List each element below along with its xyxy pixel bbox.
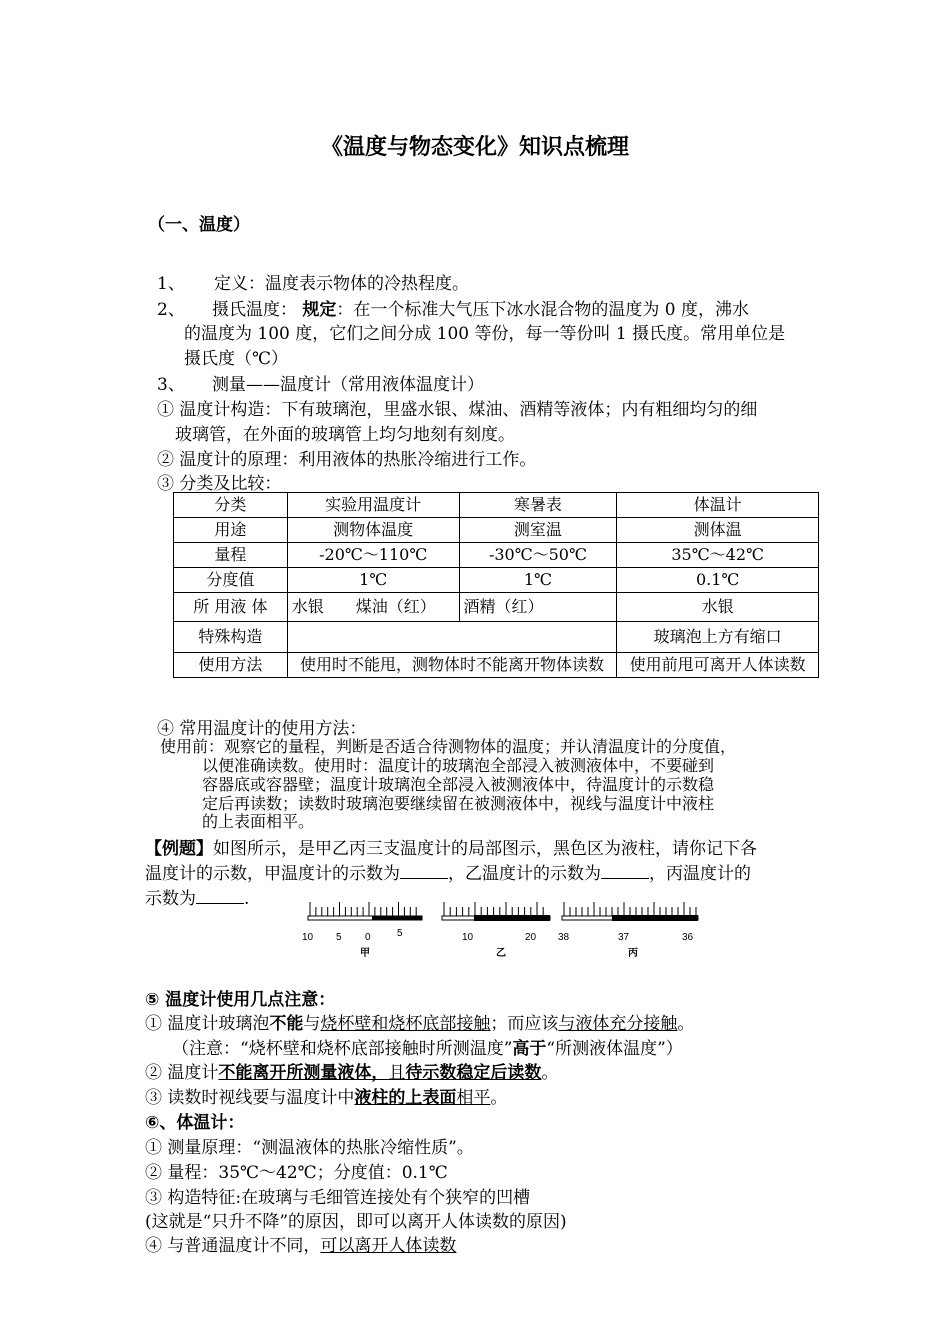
note-1-c: 与 — [303, 1014, 321, 1034]
table-cell: 使用方法 — [174, 653, 288, 678]
usage-line-2: 以便准确读数。使用时：温度计的玻璃泡全部浸入被测液体中，不要碰到 — [202, 756, 715, 775]
example-line-3 — [145, 884, 249, 909]
notes-heading: ⑤ 温度计使用几点注意： — [145, 990, 336, 1010]
thermometer-figure — [300, 898, 710, 962]
usage-line-5: 的上表面相平。 — [202, 812, 315, 831]
note-1-a: ① 温度计玻璃泡 — [145, 1014, 270, 1034]
table-cell: 寒暑表 — [459, 493, 617, 518]
tick-label: 20 — [525, 932, 537, 943]
note-2-b: 不能离开所测量液体， — [218, 1063, 389, 1083]
table-row — [174, 518, 819, 543]
clinical-line-2: ② 量程：35℃～42℃；分度值：0.1℃ — [145, 1163, 448, 1183]
table-row — [174, 593, 819, 622]
answer-blank-bing[interactable] — [196, 889, 244, 904]
item-2-heading: 摄氏温度： — [212, 300, 297, 320]
remark-c: “所测液体温度”） — [546, 1039, 683, 1059]
table-cell: 测体温 — [617, 518, 819, 543]
table-row — [174, 543, 819, 568]
note-1 — [145, 1009, 694, 1034]
tick-label: 38 — [558, 932, 570, 943]
thermometer-jia — [302, 902, 422, 959]
item-2-line-3: 摄氏度（℃） — [184, 349, 289, 369]
note-1-remark — [172, 1034, 683, 1059]
item-2-line-2: 的温度为 100 度，它们之间分成 100 等份，每一等份叫 1 摄氏度。常用单位是 — [184, 324, 786, 344]
table-cell: 用途 — [174, 518, 288, 543]
note-3-c: 相平 — [456, 1088, 491, 1108]
thermometer-label: 乙 — [496, 948, 506, 959]
item-2-rule-text: ：在一个标准大气压下冰水混合物的温度为 0 度，沸水 — [336, 300, 750, 320]
note-1-f: 与液体充分接触 — [558, 1014, 678, 1034]
item-3-number: 3、 — [157, 375, 185, 395]
note-3-b: 液柱的上表面 — [354, 1088, 457, 1108]
table-cell: 水银 — [617, 593, 819, 622]
answer-blank-jia[interactable] — [400, 864, 448, 879]
example-text-3a: 示数为 — [145, 889, 196, 909]
tick-label: 37 — [618, 932, 630, 943]
note-2-d: 待示数稳定后读数 — [405, 1063, 542, 1083]
item-2-number: 2、 — [157, 300, 185, 320]
item-2-rule-label: 规定 — [302, 300, 337, 320]
remark-a: （注意：“烧杯壁和烧杯底部接触时所测温度” — [172, 1039, 513, 1059]
table-cell: 分类 — [174, 493, 288, 518]
table-cell: 测室温 — [459, 518, 617, 543]
table-cell: -30℃～50℃ — [459, 543, 617, 568]
table-cell: 使用时不能甩，测物体时不能离开物体读数 — [287, 653, 617, 678]
liquid-column — [612, 915, 698, 921]
table-row — [174, 493, 819, 518]
example-tag: 【例题】 — [145, 839, 213, 859]
table-cell: 1℃ — [459, 568, 617, 593]
note-3-d: 。 — [490, 1088, 508, 1108]
section-heading: （一、温度） — [148, 215, 250, 235]
clinical-line-5-b: 可以离开人体读数 — [320, 1236, 457, 1256]
principle-line: ② 温度计的原理：利用液体的热胀冷缩进行工作。 — [157, 450, 537, 470]
construction-line-2: 玻璃管，在外面的玻璃管上均匀地刻有刻度。 — [175, 425, 515, 445]
thermometer-yi — [442, 902, 550, 959]
table-cell: 特殊构造 — [174, 622, 288, 653]
clinical-line-5 — [145, 1231, 456, 1256]
example-text-2a: 温度计的示数，甲温度计的示数为 — [145, 864, 400, 884]
tick-label: 5 — [397, 928, 403, 939]
note-1-b: 不能 — [269, 1014, 304, 1034]
usage-heading: ④ 常用温度计的使用方法： — [157, 719, 367, 739]
tick-label: 10 — [302, 932, 314, 943]
note-2-e: 。 — [541, 1063, 559, 1083]
remark-b: 高于 — [512, 1039, 547, 1059]
note-2 — [145, 1058, 558, 1083]
tick-label: 0 — [365, 932, 371, 943]
example-line-2 — [145, 859, 751, 884]
tick-label: 36 — [682, 932, 694, 943]
table-cell: 1℃ — [287, 568, 459, 593]
table-cell: 所 用液 体 — [174, 593, 288, 622]
usage-line-3: 容器底或容器壁；温度计玻璃泡全部浸入被测液体中，待温度计的示数稳 — [202, 775, 715, 794]
table-cell: -20℃～110℃ — [287, 543, 459, 568]
note-1-e: ；而应该 — [490, 1014, 559, 1034]
note-3 — [145, 1083, 507, 1108]
clinical-line-4: (这就是“只升不降”的原因，即可以离开人体读数的原因) — [145, 1212, 567, 1232]
table-cell: 量程 — [174, 543, 288, 568]
usage-line-4: 定后再读数；读数时玻璃泡要继续留在被测液体中，视线与温度计中液柱 — [202, 794, 715, 813]
note-1-d: 烧杯壁和烧杯底部接触 — [320, 1014, 491, 1034]
item-2-line-1 — [212, 295, 749, 320]
item-1-text: 定义：温度表示物体的冷热程度。 — [214, 274, 469, 294]
example-line-1 — [145, 834, 757, 859]
note-3-a: ③ 读数时视线要与温度计中 — [145, 1088, 355, 1108]
item-3-text: 测量——温度计（常用液体温度计） — [212, 375, 484, 395]
table-cell: 测物体温度 — [287, 518, 459, 543]
example-text-1: 如图所示，是甲乙丙三支温度计的局部图示，黑色区为液柱，请你记下各 — [213, 839, 757, 859]
tick-label: 5 — [336, 932, 342, 943]
note-1-g: 。 — [677, 1014, 695, 1034]
thermometer-bing — [558, 902, 698, 959]
tick-label: 10 — [462, 932, 474, 943]
table-cell: 分度值 — [174, 568, 288, 593]
comparison-table — [173, 492, 819, 678]
classification-heading: ③ 分类及比较： — [157, 474, 282, 494]
example-text-2c: ，丙温度计的 — [649, 864, 751, 884]
table-row — [174, 653, 819, 678]
note-2-a: ② 温度计 — [145, 1063, 219, 1083]
page-title: 《温度与物态变化》知识点梳理 — [320, 135, 629, 160]
construction-line-1: ① 温度计构造：下有玻璃泡，里盛水银、煤油、酒精等液体；内有粗细均匀的细 — [157, 400, 758, 420]
answer-blank-yi[interactable] — [601, 864, 649, 879]
liquid-column — [372, 916, 422, 920]
thermometer-label: 丙 — [628, 948, 638, 959]
clinical-line-5-a: ④ 与普通温度计不同， — [145, 1236, 321, 1256]
table-cell: 使用前甩可离开人体读数 — [617, 653, 819, 678]
clinical-heading: ⑥、体温计： — [145, 1113, 245, 1133]
table-cell: 玻璃泡上方有缩口 — [617, 622, 819, 653]
usage-line-1: 使用前：观察它的量程，判断是否适合待测物体的温度；并认清温度计的分度值， — [160, 737, 737, 756]
example-text-3b: . — [244, 889, 250, 909]
table-cell: 酒精（红） — [459, 593, 617, 622]
table-cell: 实验用温度计 — [287, 493, 459, 518]
thermometer-label: 甲 — [360, 948, 370, 959]
item-1-number: 1、 — [157, 274, 185, 294]
table-cell: 水银 煤油（红） — [287, 593, 459, 622]
clinical-line-3: ③ 构造特征:在玻璃与毛细管连接处有个狭窄的凹槽 — [145, 1188, 531, 1208]
table-cell: 35℃～42℃ — [617, 543, 819, 568]
table-row — [174, 568, 819, 593]
table-cell: 0.1℃ — [617, 568, 819, 593]
table-cell — [287, 622, 617, 653]
table-cell: 体温计 — [617, 493, 819, 518]
clinical-line-1: ① 测量原理：“测温液体的热胀冷缩性质”。 — [145, 1138, 474, 1158]
note-2-c: 且 — [388, 1063, 406, 1083]
table-row — [174, 622, 819, 653]
example-text-2b: ，乙温度计的示数为 — [448, 864, 601, 884]
